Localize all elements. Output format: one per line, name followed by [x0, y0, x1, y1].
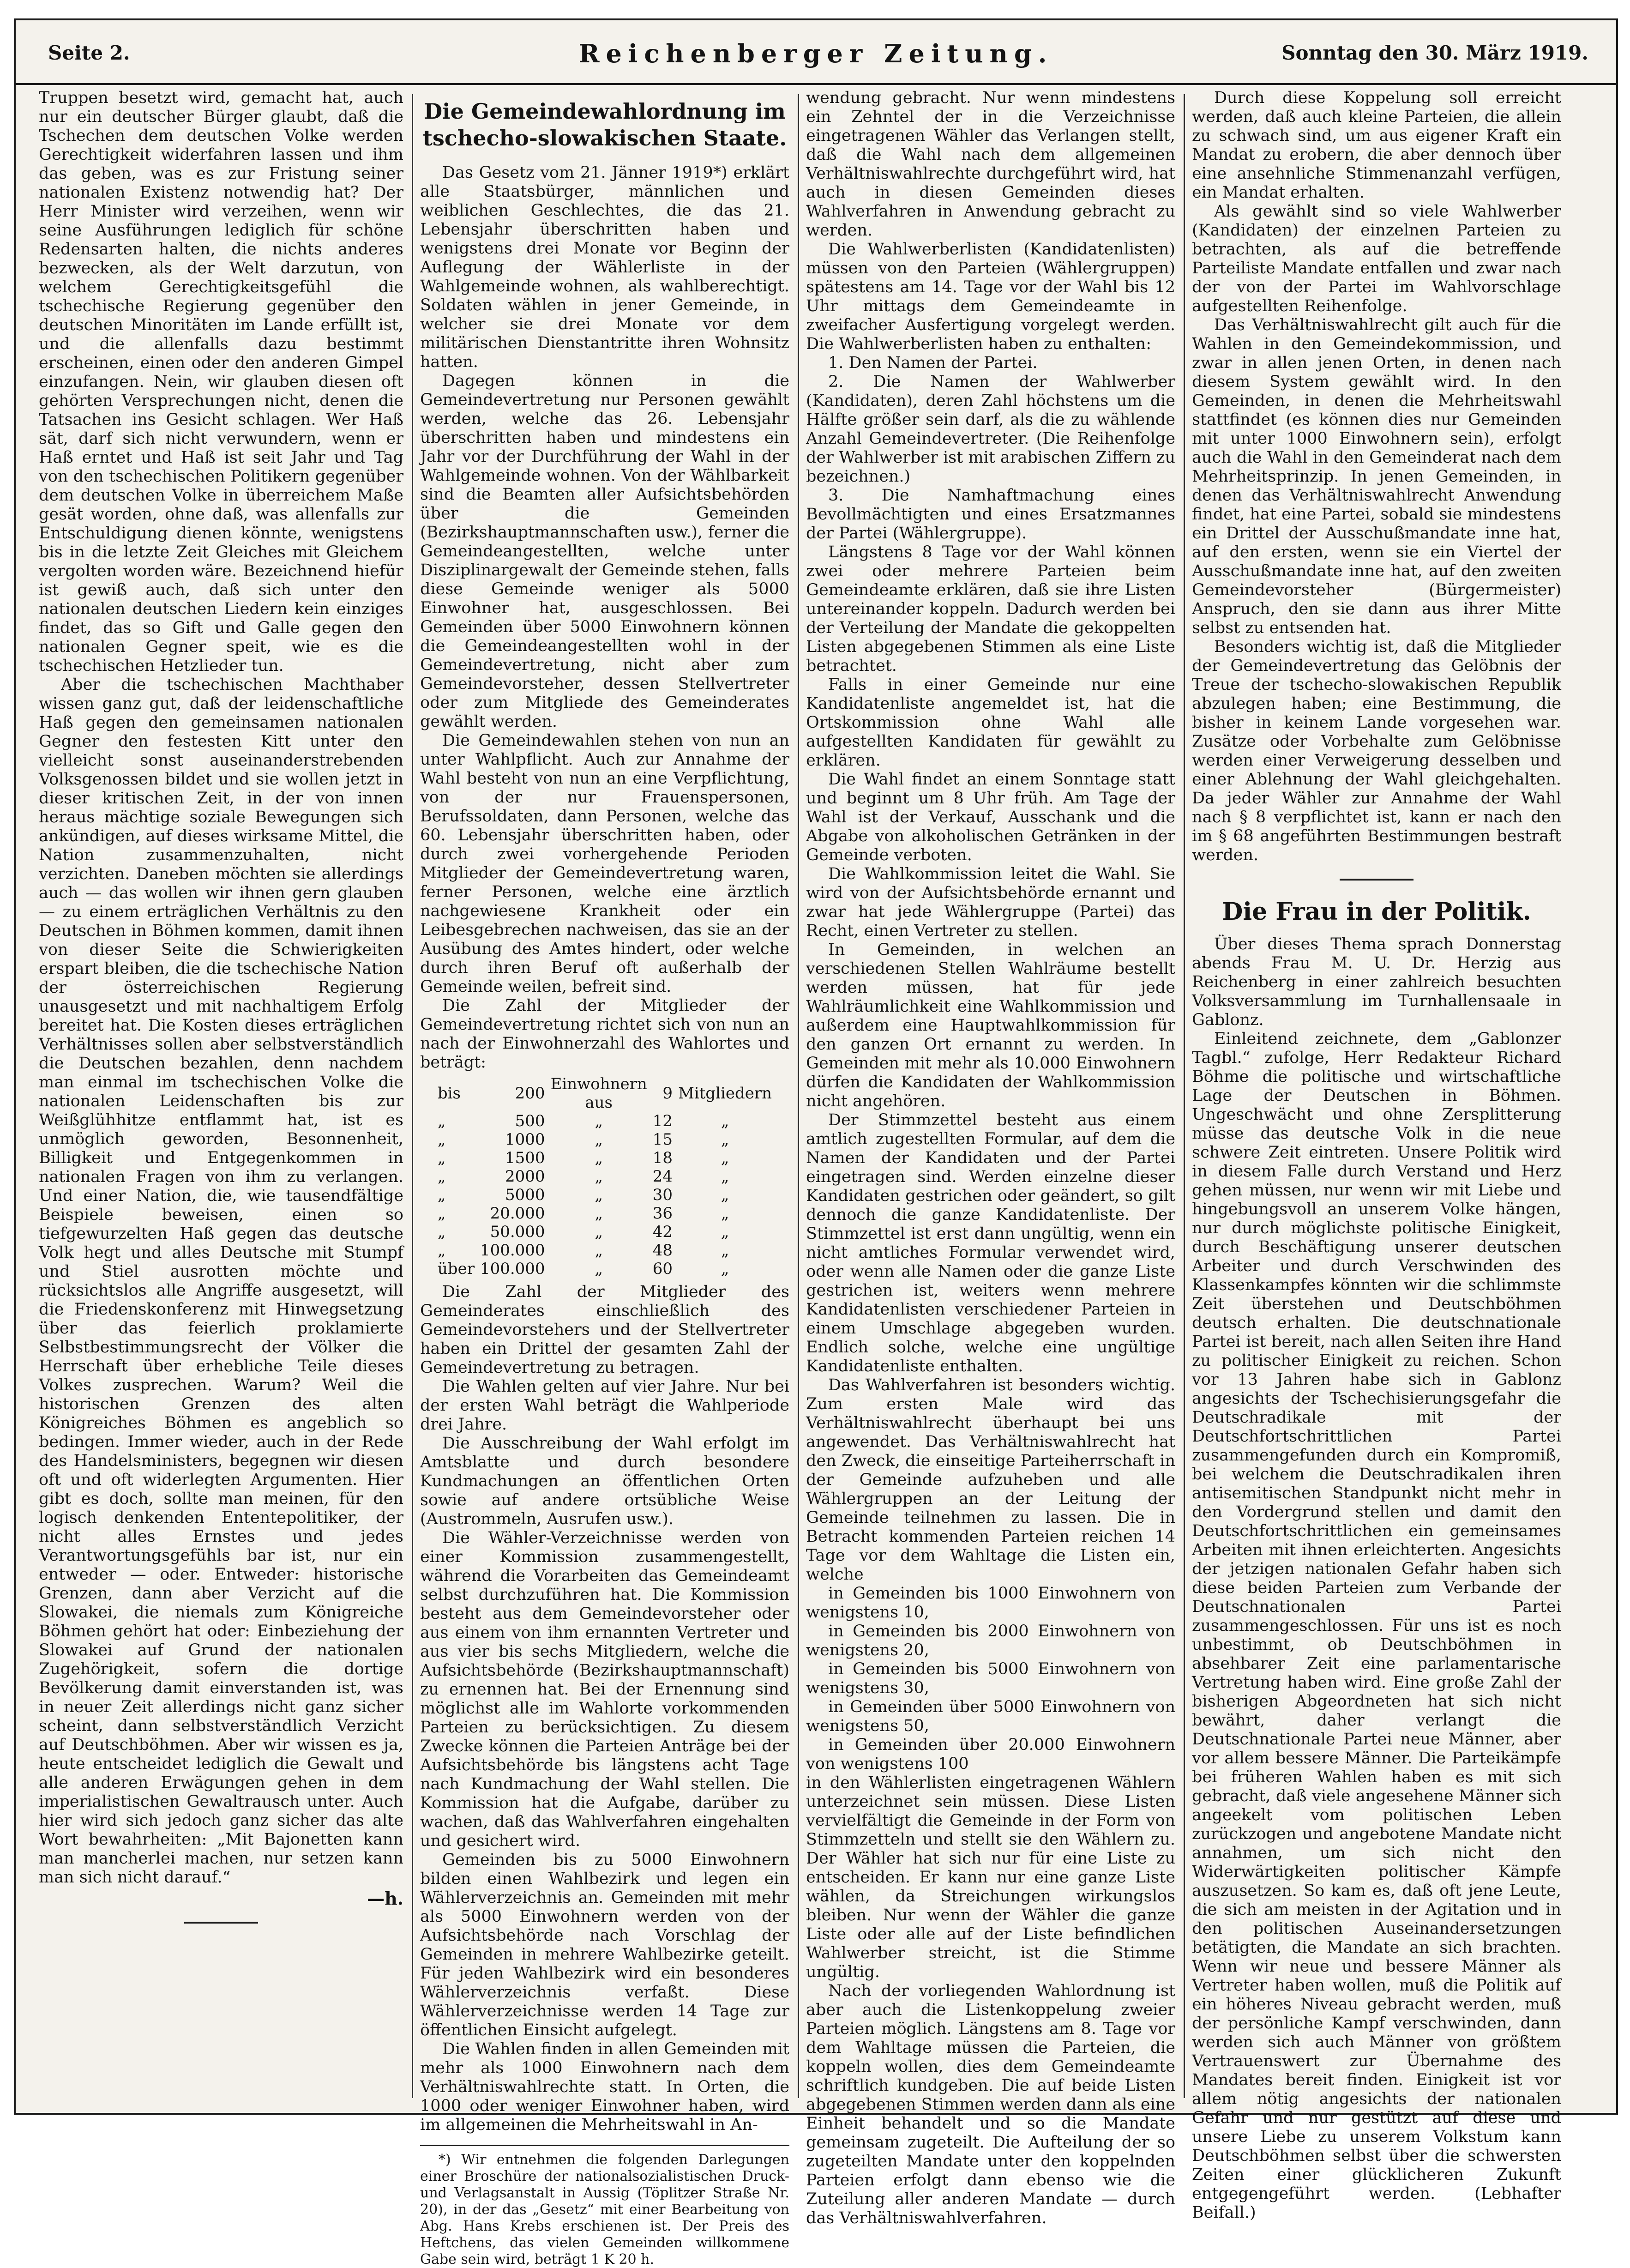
seats-prefix: „	[437, 1241, 446, 1260]
article-paragraph: Als gewählt sind so viele Wahlwerber (Kandidaten) der einzelnen Parteien zu betrachten, als auf die betreffende Parteiliste Mandate entfallen und zwar nach der von der Partei im Wahlvorschlage aufgestellten Reihenfolge.	[1192, 202, 1561, 315]
article-paragraph: in den Wählerlisten eingetragenen Wählern unterzeichnet sein müssen. Diese Listen vervielfältigt die Gemeinde in der Form von Stimmzetteln und stellt sie den Wählern zu. Der Wähler hat sich nur für eine Liste zu entscheiden. Er kann nur eine ganze Liste wählen, da Streichungen wirkungslos bleiben. Nur wenn der Wähler die ganze Liste oder alle auf der Liste befindlichen Wahlwerber streicht, ist die Stimme ungültig.	[806, 1773, 1175, 1981]
article-paragraph: Das Gesetz vom 21. Jänner 1919*) erklärt alle Staatsbürger, männlichen und weiblichen Geschlechtes, die das 21. Lebensjahr überschritten haben und wenigstens drei Monate vor Beginn der Auflegung der Wählerliste in der Wahlgemeinde wohnen, als wahlberechtigt. Soldaten wählen in jener Gemeinde, in welcher sie drei Monate vor dem militärischen Dienstantritte ihren Wohnsitz hatten.	[420, 163, 789, 371]
seats-suffix: „	[721, 1167, 729, 1186]
seats-unit: „	[595, 1186, 603, 1204]
seats-table-row	[435, 1186, 775, 1204]
seats-population: 1500	[505, 1149, 545, 1167]
seats-table-row	[435, 1130, 775, 1149]
newspaper-page	[14, 18, 1618, 2268]
seats-prefix: „	[437, 1204, 446, 1223]
seats-table-row	[435, 1223, 775, 1241]
seats-count: 60	[652, 1260, 673, 1278]
article-paragraph: In Gemeinden, in welchen an verschiedenen Stellen Wahlräume bestellt werden müssen, hat für jede Wahlräumlichkeit eine Wahlkommission und außerdem eine Hauptwahlkommission für den ganzen Ort ernannt zu werden. In Gemeinden mit mehr als 10.000 Einwohnern dürfen die Kandidaten der Wahlkommission nicht angehören.	[806, 941, 1175, 1110]
seats-count: 12	[652, 1112, 673, 1130]
article-paragraph: Die Wahlwerberlisten (Kandidatenlisten) müssen von den Parteien (Wählergruppen) spätestens am 14. Tage vor der Wahl bis 12 Uhr mittags dem Gemeindeamte in zweifacher Ausfertigung vorgelegt werden. Die Wahlwerberlisten haben zu enthalten:	[806, 240, 1175, 353]
seats-table-row	[435, 1075, 775, 1112]
seats-suffix: „	[721, 1130, 729, 1149]
seats-count: 24	[652, 1167, 673, 1186]
column-divider	[412, 94, 413, 2098]
list-item: 1. Den Namen der Partei.	[828, 354, 1038, 372]
list-item: in Gemeinden über 5000 Einwohnern von wenigstens 50,	[806, 1698, 1175, 1735]
article-paragraph: Nach der vorliegenden Wahlordnung ist aber auch die Listenkoppelung zweier Parteien möglich. Längstens am 8. Tage vor dem Wahltage müssen die Parteien, die koppeln wollen, dies dem Gemeindeamte schriftlich kundgeben. Die auf beide Listen abgegebenen Stimmen werden dann als eine Einheit behandelt und so die Mandate gemeinsam zugeteilt. Die Aufteilung der so zugeteilten Mandate unter den koppelnden Parteien erfolgt dann ebenso wie die Zuteilung aller anderen Mandate — durch das Verhältniswahlverfahren.	[806, 1982, 1175, 2227]
seats-prefix: „	[437, 1112, 446, 1130]
page-header	[16, 20, 1616, 85]
list-item: in Gemeinden über 20.000 Einwohnern von wenigstens 100	[806, 1736, 1175, 1773]
seats-unit: „	[595, 1130, 603, 1149]
article-paragraph: Über dieses Thema sprach Donnerstag abends Frau M. U. Dr. Herzig aus Reichenberg in einer zahlreich besuchten Volksversammlung im Turnhallensaale in Gablonz.	[1192, 935, 1561, 1029]
seats-population: 50.000	[490, 1223, 545, 1241]
article-paragraph: Die Wahlkommission leitet die Wahl. Sie wird von der Aufsichtsbehörde ernannt und zwar hat jede Wählergruppe (Partei) das Recht, einen Vertreter zu stellen.	[806, 865, 1175, 940]
article-paragraph: Die Gemeindewahlen stehen von nun an unter Wahlpflicht. Auch zur Annahme der Wahl besteht von nun an eine Verpflichtung, von der nur Frauenspersonen, Berufssoldaten, dann Personen, welche das 60. Lebensjahr überschritten haben, oder durch zwei vorhergehende Perioden Mitglieder der Gemeindevertretung waren, ferner Personen, welche eine ärztlich nachgewiesene Krankheit oder ein Leibesgebrechen nachweisen, das sie an der Ausübung des Amtes hindert, oder welche durch ihren Beruf oft außerhalb der Gemeinde weilen, befreit sind.	[420, 731, 789, 996]
seats-prefix: „	[437, 1130, 446, 1149]
seats-suffix: „	[721, 1149, 729, 1167]
seats-unit: „	[595, 1167, 603, 1186]
seats-prefix: „	[437, 1223, 446, 1241]
article-end-rule	[184, 1922, 258, 1924]
seats-population: 100.000	[480, 1260, 545, 1278]
column-1	[39, 89, 403, 2106]
seats-population: 100.000	[480, 1241, 545, 1260]
seats-suffix: „	[721, 1223, 729, 1241]
seats-suffix: „	[721, 1112, 729, 1130]
seats-table	[435, 1075, 775, 1278]
seats-count: 9	[662, 1084, 673, 1103]
seats-prefix: „	[437, 1167, 446, 1186]
seats-table-row	[435, 1260, 775, 1278]
seats-count: 30	[652, 1186, 673, 1204]
seats-prefix: bis	[437, 1084, 461, 1103]
footnote-text: *) Wir entnehmen die folgenden Darlegungen einer Broschüre der nationalsozialistischen Druck- und Verlagsanstalt in Aussig (Töplitzer Straße Nr. 20), in der das „Gesetz“ mit einer Bearbeitung von Abg. Hans Krebs erschienen ist. Der Preis des Heftchens, das vielen Gemeinden willkommene Gabe sein wird, beträgt 1 K 20 h.	[420, 2152, 789, 2268]
article-end-rule	[1340, 879, 1413, 881]
article-paragraph: Einleitend zeichnete, dem „Gablonzer Tagbl.“ zufolge, Herr Redakteur Richard Böhme die politische und wirtschaftliche Lage der Deutschen in Böhmen. Ungeschwächt und ohne Zersplitterung müsse das deutsche Volk in die neue schwere Zeit eintreten. Unsere Politik wird in diesem Falle durch Verstand und Herz gehen müssen, nur wenn wir mit Liebe und hingebungsvoll an unserem Volke hängen, nur durch möglichste politische Einigkeit, durch Beschäftigung unserer deutschen Arbeiter und durch Verschwinden des Klassenkampfes könnten wir die schlimmste Zeit überstehen und Deutschböhmen deutsch erhalten. Die deutschnationale Partei ist bereit, nach allen Seiten ihre Hand zu politischer Einigkeit zu reichen. Schon vor 13 Jahren habe sich in Gablonz angesichts der Tschechisierungsgefahr die Deutschradikale mit der Deutschfortschrittlichen Partei zusammengefunden durch ein Kompromiß, bei welchem die Deutschradikalen ihren antisemitischen Standpunkt nicht mehr in den Vordergrund stellen und damit den Deutschfortschrittlichen ein gemeinsames Arbeiten mit ihnen erleichterten. Angesichts der jetzigen nationalen Gefahr haben sich diese beiden Parteien zum Verbande der Deutschnationalen Partei zusammengeschlossen. Für uns ist es noch unbestimmt, ob Deutschböhmen in absehbarer Zeit eine parlamentarische Vertretung haben wird. Eine große Zahl der bisherigen Abgeordneten hat sich nicht bewährt, daher verlangt die Deutschnationale Partei neue Männer, aber vor allem bessere Männer. Die Parteikämpfe bei früheren Wahlen haben es mit sich gebracht, daß viele angesehene Männer sich angeekelt vom politischen Leben zurückzogen und angebotene Mandate nicht annahmen, um sich nicht den Widerwärtigkeiten politischer Kämpfe auszusetzen. So kam es, daß oft jene Leute, die sich am meisten in der Agitation und in den politischen Auseinandersetzungen betätigten, die Mandate an sich brachten. Wenn wir neue und bessere Männer als Vertreter haben wollen, muß die Politik auf ein höheres Niveau gebracht werden, muß der persönliche Kampf verschwinden, dann werden sich auch Männer von größtem Vertrauenswert zur Übernahme des Mandates bereit finden. Einigkeit ist vor allem nötig angesichts der nationalen Gefahr und nur gestützt auf diese und unsere Liebe zu unserem Volkstum kann Deutschböhmen selbst über die schwersten Zeiten einer glücklicheren Zukunft entgegengeführt werden. (Lebhafter Beifall.)	[1192, 1030, 1561, 2222]
seats-count: 15	[652, 1130, 673, 1149]
article-paragraph: Die Zahl der Mitglieder der Gemeindevertretung richtet sich von nun an nach der Einwohnerzahl des Wahlortes und beträgt:	[420, 996, 789, 1072]
article-paragraph: Aber die tschechischen Machthaber wissen ganz gut, daß der leidenschaftliche Haß gegen den gemeinsamen nationalen Gegner den festesten Kitt unter den vielleicht sonst auseinanderstrebenden Volksgenossen bildet und sie wollen jetzt in dieser kritischen Zeit, in der von innen heraus mächtige soziale Bewegungen sich ankündigen, auf dieses wirksame Mittel, die Nation zusammenzuhalten, nicht verzichten. Daneben möchten sie allerdings auch — das wollen wir ihnen gern glauben — zu einem erträglichen Verhältnis zu den Deutschen in Böhmen kommen, damit ihnen von dieser Seite die Schwierigkeiten erspart bleiben, die die tschechische Nation der österreichischen Regierung unausgesetzt und mit nachhaltigem Erfolg bereitet hat. Die Kosten dieses erträglichen Verhältnisses sollen aber selbstverständlich die Deutschen bezahlen, denn nachdem man einmal im tschechischen Volke die nationalen Leidenschaften bis zur Weißglühhitze entflammt hat, ist es unmöglich geworden, Besonnenheit, Billigkeit und Entgegenkommen in nationalen Fragen von ihm zu verlangen. Und einer Nation, die, wie tausendfältige Beispiele beweisen, einen so tiefgewurzelten Haß gegen das deutsche Volk hegt und alles Deutsche mit Stumpf und Stiel ausrotten möchte und rücksichtslos alle Angriffe ausgesetzt, will die Friedenskonferenz mit Hinwegsetzung über das feierlich proklamierte Selbstbestimmungsrecht der Völker die Herrschaft über erhebliche Teile dieses Volkes zusprechen. Warum? Weil die historischen Grenzen des alten Königreiches Böhmen es angeblich so bedingen. Immer wieder, auch in der Rede des Handelsministers, begegnen wir diesen oft und oft widerlegten Argumenten. Hier gibt es doch, sollte man meinen, für den logisch denkenden Ententepolitiker, der nicht alles Ernstes und jedes Verantwortungsgefühls bar ist, nur ein entweder — oder. Entweder: historische Grenzen, dann aber Verzicht auf die Slowakei, die niemals zum Königreiche Böhmen gehört hat oder: Einbeziehung der Slowakei auf Grund der nationalen Zugehörigkeit, sofern die dortige Bevölkerung damit einverstanden ist, was in neuer Zeit allerdings nicht ganz sicher scheint, dann selbstverständlich Verzicht auf Deutschböhmen. Aber wir wissen es ja, heute entscheidet lediglich die Gewalt und alle anderen Erwägungen gehen in dem imperialistischen Gewaltrausch unter. Auch hier wird sich jedoch ganz sicher das alte Wort bewahrheiten: „Mit Bajonetten kann man mancherlei machen, nur setzen kann man sich nicht darauf.“	[39, 676, 403, 1887]
seats-population: 500	[515, 1112, 545, 1130]
seats-prefix: „	[437, 1149, 446, 1167]
seats-unit: „	[595, 1112, 603, 1130]
seats-suffix: „	[721, 1260, 729, 1278]
column-4	[1192, 89, 1561, 2222]
article-paragraph: Die Wähler-Verzeichnisse werden von einer Kommission zusammengestellt, während die Vorarbeiten das Gemeindeamt selbst durchzuführen hat. Die Kommission besteht aus dem Gemeindevorsteher oder aus einem von ihm ernannten Vertreter und aus vier bis sechs Mitgliedern, welche die Aufsichtsbehörde (Bezirkshauptmannschaft) zu ernennen hat. Bei der Ernennung sind möglichst alle im Wahlorte vorkommenden Parteien zu berücksichtigen. Zu diesem Zwecke können die Parteien Anträge bei der Aufsichtsbehörde bis längstens acht Tage nach Kundmachung der Wahl stellen. Die Kommission hat die Aufgabe, darüber zu wachen, daß das Wahlverfahren eingehalten und gesichert wird.	[420, 1529, 789, 1850]
seats-count: 18	[652, 1149, 673, 1167]
article-paragraph: Gemeinden bis zu 5000 Einwohnern bilden einen Wahlbezirk und legen ein Wählerverzeichnis an. Gemeinden mit mehr als 5000 Einwohnern werden von der Aufsichtsbehörde nach Vorschlag der Gemeinden in mehrere Wahlbezirke geteilt. Für jeden Wahlbezirk wird ein besonderes Wählerverzeichnis verfaßt. Diese Wählerverzeichnisse werden 14 Tage zur öffentlichen Einsicht aufgelegt.	[420, 1851, 789, 2039]
seats-table-row	[435, 1149, 775, 1167]
list-item: 2. Die Namen der Wahlwerber (Kandidaten), deren Zahl höchstens um die Hälfte größer sein darf, als die zu wählende Anzahl Gemeindevertreter. (Die Reihenfolge der Wahlwerber ist mit arabischen Ziffern zu bezeichnen.)	[806, 373, 1175, 486]
column-divider	[798, 94, 799, 2098]
seats-unit: „	[595, 1149, 603, 1167]
seats-prefix: „	[437, 1186, 446, 1204]
article-heading: Die Gemeindewahlordnung im tschecho-slowakischen Staate.	[422, 99, 787, 151]
column-divider	[1184, 94, 1185, 2098]
seats-count: 48	[652, 1241, 673, 1260]
seats-table-row	[435, 1204, 775, 1223]
column-3	[806, 89, 1175, 2227]
column-2	[420, 89, 789, 2268]
seats-suffix: „	[721, 1241, 729, 1260]
seats-unit: „	[595, 1223, 603, 1241]
article-heading: Die Frau in der Politik.	[1222, 898, 1531, 926]
issue-date: Sonntag den 30. März 1919.	[1281, 42, 1588, 64]
seats-unit: „	[595, 1204, 603, 1223]
seats-prefix: über	[437, 1260, 475, 1278]
newspaper-title: Reichenberger Zeitung.	[578, 39, 1053, 68]
article-paragraph: Besonders wichtig ist, daß die Mitglieder der Gemeindevertretung das Gelöbnis der Treue der tschecho-slowakischen Republik abzulegen haben; eine Bestimmung, die bisher in keinem Lande vorgesehen war. Zusätze oder Vorbehalte zum Gelöbnisse werden einer Verweigerung desselben und einer Ablehnung der Wahl gleichgehalten. Da jeder Wähler zur Annahme der Wahl nach § 8 verpflichtet ist, kann er nach den im § 68 angeführten Bestimmungen bestraft werden.	[1192, 638, 1561, 864]
article-paragraph: Truppen besetzt wird, gemacht hat, auch nur ein deutscher Bürger glaubt, daß die Tschechen dem deutschen Volke werden Gerechtigkeit widerfahren lassen und ihm das geben, was es zur Fristung seiner nationalen Existenz notwendig hat? Der Herr Minister wird verzeihen, wenn wir seine Ausführungen lediglich für schöne Redensarten halten, die nichts anderes bezwecken, als der Welt darzutun, von welchem Gerechtigkeitsgefühl die tschechische Regierung gegenüber den deutschen Minoritäten im Lande erfüllt ist, und die allenfalls dazu bestimmt erscheinen, einen oder den anderen Gimpel einzufangen. Nein, wir glauben diesen oft gehörten Versprechungen nicht, denen die Tatsachen ins Gesicht schlagen. Wer Haß sät, darf sich nicht verwundern, wenn er Haß erntet und Haß ist seit Jahr und Tag von den tschechischen Politikern gegenüber dem deutschen Volke in überreichem Maße gesät worden, ohne daß, was allenfalls zur Entschuldigung dienen könnte, wenigstens bis in die letzte Zeit Gleiches mit Gleichem vergolten worden wäre. Bezeichnend hiefür ist gewiß auch, daß sich unter den nationalen deutschen Liedern kein einziges findet, das so Gift und Galle gegen den nationalen Gegner speit, wie es die tschechischen Hetzlieder tun.	[39, 89, 403, 675]
article-paragraph: Durch diese Koppelung soll erreicht werden, daß auch kleine Parteien, die allein zu schwach sind, um aus eigener Kraft ein Mandat zu erobern, die aber dennoch über eine ansehnliche Stimmenanzahl verfügen, ein Mandat erhalten.	[1192, 89, 1561, 202]
seats-table-row	[435, 1112, 775, 1130]
seats-suffix: „	[721, 1186, 729, 1204]
article-paragraph: wendung gebracht. Nur wenn mindestens ein Zehntel der in die Verzeichnisse eingetragenen Wähler das Verlangen stellt, daß die Wahl nach dem allgemeinen Verhältniswahlrechte durchgeführt wird, hat auch in diesen Gemeinden dieses Wahlverfahren in Anwendung gebracht zu werden.	[806, 89, 1175, 240]
list-item: in Gemeinden bis 5000 Einwohnern von wenigstens 30,	[806, 1660, 1175, 1697]
article-paragraph: Die Wahlen finden in allen Gemeinden mit mehr als 1000 Einwohnern nach dem Verhältniswahlrechte statt. In Orten, die 1000 oder weniger Einwohner haben, wird im allgemeinen die Mehrheitswahl in An-	[420, 2040, 789, 2134]
seats-population: 2000	[505, 1167, 545, 1186]
list-item: 3. Die Namhaftmachung eines Bevollmächtigten und eines Ersatzmannes der Partei (Wählergruppe).	[806, 486, 1175, 543]
article-paragraph: Die Wahl findet an einem Sonntage statt und beginnt um 8 Uhr früh. Am Tage der Wahl ist der Verkauf, Ausschank und die Abgabe von alkoholischen Getränken in der Gemeinde verboten.	[806, 770, 1175, 864]
article-paragraph: Die Ausschreibung der Wahl erfolgt im Amtsblatte und durch besondere Kundmachungen an öffentlichen Orten sowie auf andere ortsübliche Weise (Austrommeln, Ausrufen usw.).	[420, 1434, 789, 1528]
article-paragraph: Die Wahlen gelten auf vier Jahre. Nur bei der ersten Wahl beträgt die Wahlperiode drei Jahre.	[420, 1377, 789, 1434]
author-signature: —h.	[367, 1888, 403, 1909]
seats-unit: „	[595, 1260, 603, 1278]
seats-population: 1000	[505, 1130, 545, 1149]
seats-population: 20.000	[490, 1204, 545, 1223]
article-paragraph: Falls in einer Gemeinde nur eine Kandidatenliste angemeldet ist, hat die Ortskommission ohne Wahl alle aufgestellten Kandidaten für gewählt zu erklären.	[806, 676, 1175, 770]
seats-count: 36	[652, 1204, 673, 1223]
article-paragraph: Dagegen können in die Gemeindevertretung nur Personen gewählt werden, welche das 26. Lebensjahr überschritten haben und mindestens ein Jahr vor der Durchführung der Wahl in der Wahlgemeinde wohnen. Von der Wählbarkeit sind die Beamten aller Aufsichtsbehörden über die Gemeinden (Bezirkshauptmannschaften usw.), ferner die Gemeindeangestellten, welche unter Disziplinargewalt der Gemeinde stehen, falls diese Gemeinde weniger als 5000 Einwohner hat, ausgeschlossen. Bei Gemeinden über 5000 Einwohnern können die Gemeindeangestellten wohl in der Gemeindevertretung, nicht aber zum Gemeindevorsteher, dessen Stellvertreter oder zum Mitgliede des Gemeinderates gewählt werden.	[420, 372, 789, 731]
seats-table-row	[435, 1241, 775, 1260]
seats-unit: „	[595, 1241, 603, 1260]
seats-table-row	[435, 1167, 775, 1186]
page-number: Seite 2.	[48, 42, 130, 64]
seats-suffix: „	[721, 1204, 729, 1223]
article-paragraph: Die Zahl der Mitglieder des Gemeinderates einschließlich des Gemeindevorstehers und der Stellvertreter haben ein Drittel der gesamten Zahl der Gemeindevertretung zu betragen.	[420, 1283, 789, 1377]
seats-suffix: Mitgliedern	[678, 1084, 772, 1103]
seats-population: 5000	[505, 1186, 545, 1204]
list-item: in Gemeinden bis 2000 Einwohnern von wenigstens 20,	[806, 1622, 1175, 1659]
article-paragraph: Das Verhältniswahlrecht gilt auch für die Wahlen in den Gemeindekommission, und zwar in allen jenen Orten, in denen nach diesem System gewählt wird. In den Gemeinden, in denen die Mehrheitswahl stattfindet (es können dies nur Gemeinden mit unter 1000 Einwohnern sein), erfolgt auch die Wahl in den Gemeinderat nach dem Mehrheitsprinzip. In jenen Gemeinden, in denen das Verhältniswahlrecht Anwendung findet, hat eine Partei, sobald sie mindestens ein Drittel der Ausschußmandate inne hat, auf den ersten, wenn sie ein Viertel der Ausschußmandate inne hat, auf den zweiten Gemeindevorsteher (Bürgermeister) Anspruch, den sie dann aus ihrer Mitte selbst zu entsenden hat.	[1192, 316, 1561, 637]
list-item: in Gemeinden bis 1000 Einwohnern von wenigstens 10,	[806, 1584, 1175, 1622]
seats-unit: Einwohnern aus	[550, 1075, 647, 1112]
seats-population: 200	[515, 1084, 545, 1103]
article-paragraph: Das Wahlverfahren ist besonders wichtig. Zum ersten Male wird das Verhältniswahlrecht überhaupt bei uns angewendet. Das Verhältniswahlrecht hat den Zweck, die einseitige Parteiherrschaft in der Gemeinde aufzuheben und alle Wählergruppen an der Leitung der Gemeinde teilnehmen zu lassen. Die in Betracht kommenden Parteien reichen 14 Tage vor dem Wahltage die Listen ein, welche	[806, 1376, 1175, 1584]
article-paragraph: Längstens 8 Tage vor der Wahl können zwei oder mehrere Parteien beim Gemeindeamte erklären, daß sie ihre Listen untereinander koppeln. Dadurch werden bei der Verteilung der Mandate die gekoppelten Listen abgegebenen Stimmen als eine Liste betrachtet.	[806, 543, 1175, 675]
footnote	[420, 2145, 789, 2268]
seats-count: 42	[652, 1223, 673, 1241]
article-paragraph: Der Stimmzettel besteht aus einem amtlich zugestellten Formular, auf dem die Namen der Kandidaten und der Partei eingetragen sind. Werden einzelne dieser Kandidaten gestrichen oder geändert, so gilt dennoch die ganze Kandidatenliste. Der Stimmzettel ist erst dann ungültig, wenn ein nicht amtliches Formular verwendet wird, oder wenn alle Namen oder die ganze Liste gestrichen ist, weiters wenn mehrere Kandidatenlisten verschiedener Parteien in einem Umschlage abgegeben wurden. Endlich solche, welche eine ungültige Kandidatenliste enthalten.	[806, 1111, 1175, 1375]
